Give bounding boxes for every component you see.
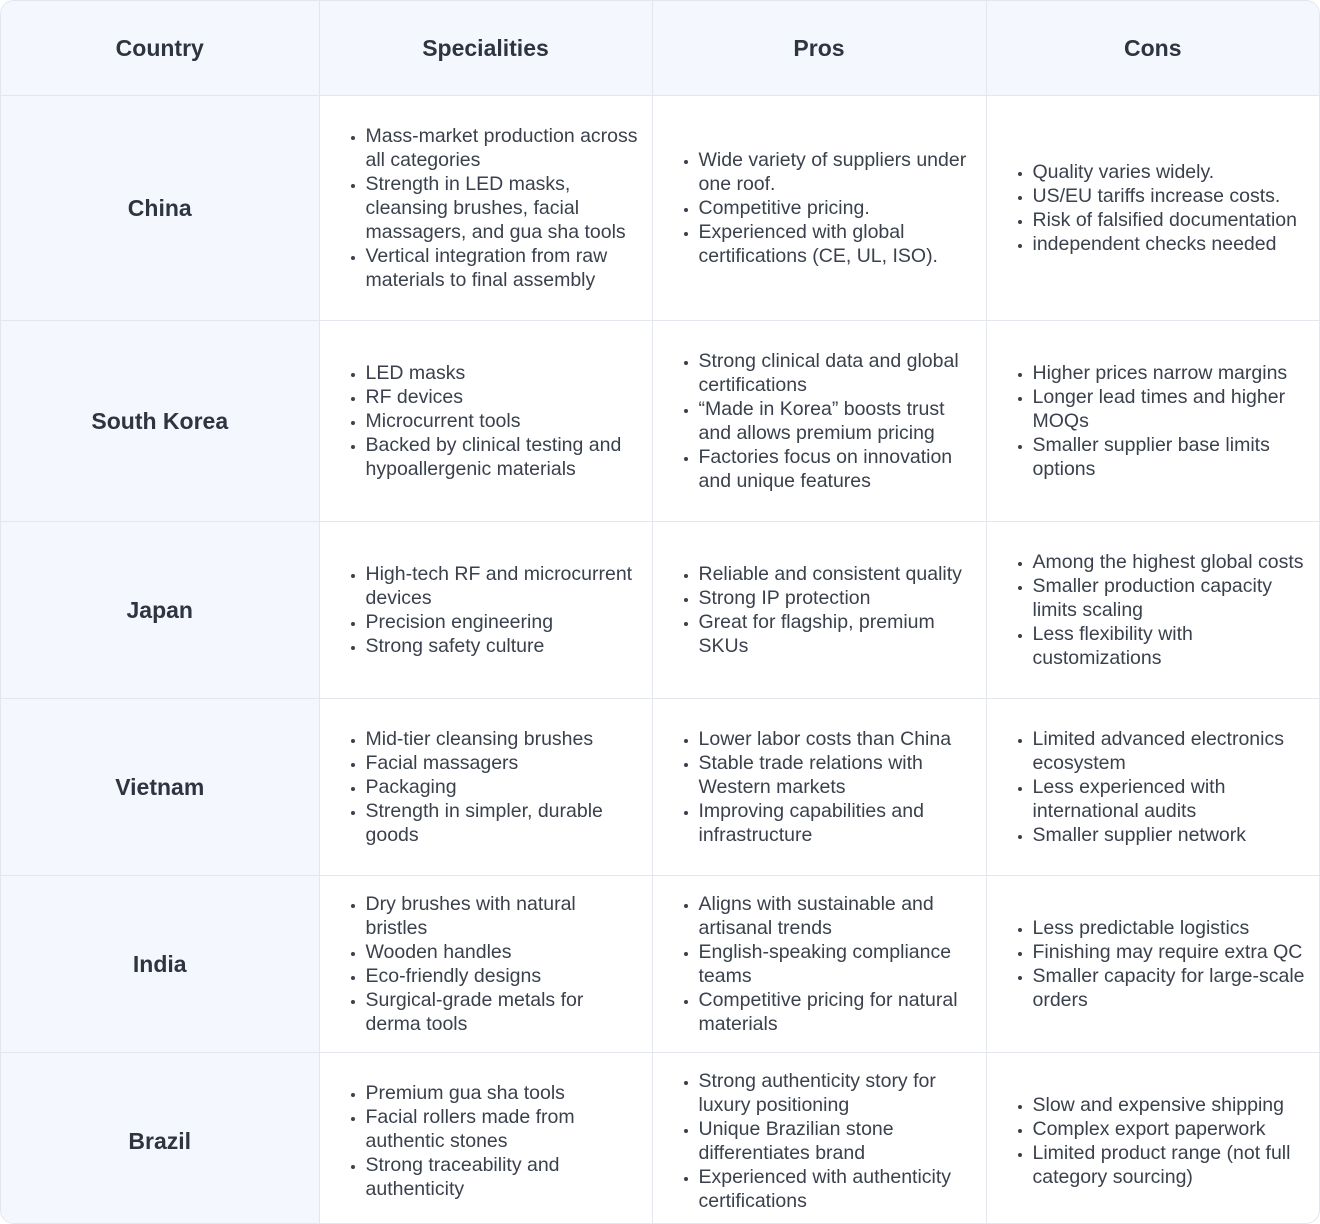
country-cell: South Korea — [1, 321, 319, 522]
list-item: • Strong clinical data and global certifications — [699, 349, 976, 397]
country-cell: Vietnam — [1, 699, 319, 876]
country-cell: Japan — [1, 522, 319, 699]
list-item: • Wooden handles — [366, 940, 642, 964]
list-item: • English-speaking compliance teams — [699, 940, 976, 988]
list-item: • Quality varies widely. — [1033, 160, 1310, 184]
list-item: • Reliable and consistent quality — [699, 562, 976, 586]
list-item: • Among the highest global costs — [1033, 550, 1310, 574]
cons-cell — [986, 96, 1319, 321]
list-item: • Competitive pricing. — [699, 196, 976, 220]
table-row — [1, 699, 1319, 876]
list-item: • Precision engineering — [366, 610, 642, 634]
list-item: • Unique Brazilian stone differentiates brand — [699, 1117, 976, 1165]
list-item: • Experienced with global certifications (CE, UL, ISO). — [699, 220, 976, 268]
pros-cell — [652, 699, 986, 876]
list-item: • Smaller supplier base limits options — [1033, 433, 1310, 481]
table-row — [1, 876, 1319, 1053]
list-item: • Great for flagship, premium SKUs — [699, 610, 976, 658]
list-item: • Less flexibility with customizations — [1033, 622, 1310, 670]
list-item: • Strong IP protection — [699, 586, 976, 610]
list-item: • Smaller supplier network — [1033, 823, 1310, 847]
header-pros: Pros — [652, 1, 986, 96]
specialities-cell — [319, 522, 652, 699]
specialities-cell — [319, 96, 652, 321]
pros-cell — [652, 876, 986, 1053]
list-item: • Eco-friendly designs — [366, 964, 642, 988]
list-item: • independent checks needed — [1033, 232, 1310, 256]
cons-cell — [986, 522, 1319, 699]
table-row — [1, 321, 1319, 522]
list-item: • Surgical-grade metals for derma tools — [366, 988, 642, 1036]
list-item: • Packaging — [366, 775, 642, 799]
list-item: • Strength in LED masks, cleansing brushes, facial massagers, and gua sha tools — [366, 172, 642, 244]
header-cons: Cons — [986, 1, 1319, 96]
list-item: • Strength in simpler, durable goods — [366, 799, 642, 847]
list-item: • Factories focus on innovation and unique features — [699, 445, 976, 493]
list-item: • Aligns with sustainable and artisanal trends — [699, 892, 976, 940]
list-item: • Microcurrent tools — [366, 409, 642, 433]
list-item: • Wide variety of suppliers under one roof. — [699, 148, 976, 196]
list-item: • Less predictable logistics — [1033, 916, 1310, 940]
list-item: • Strong safety culture — [366, 634, 642, 658]
specialities-cell — [319, 1053, 652, 1224]
list-item: • Limited advanced electronics ecosystem — [1033, 727, 1310, 775]
list-item: • Smaller production capacity limits scaling — [1033, 574, 1310, 622]
specialities-cell — [319, 876, 652, 1053]
list-item: • Risk of falsified documentation — [1033, 208, 1310, 232]
table-row — [1, 522, 1319, 699]
list-item: • Mid-tier cleansing brushes — [366, 727, 642, 751]
list-item: • US/EU tariffs increase costs. — [1033, 184, 1310, 208]
list-item: • Facial rollers made from authentic stones — [366, 1105, 642, 1153]
country-cell: India — [1, 876, 319, 1053]
cons-cell — [986, 699, 1319, 876]
list-item: • Slow and expensive shipping — [1033, 1093, 1310, 1117]
pros-cell — [652, 321, 986, 522]
list-item: • LED masks — [366, 361, 642, 385]
list-item: • Competitive pricing for natural materials — [699, 988, 976, 1036]
list-item: • Strong traceability and authenticity — [366, 1153, 642, 1201]
header-country: Country — [1, 1, 319, 96]
cons-cell — [986, 321, 1319, 522]
list-item: • Stable trade relations with Western markets — [699, 751, 976, 799]
list-item: • Limited product range (not full category sourcing) — [1033, 1141, 1310, 1189]
specialities-cell — [319, 699, 652, 876]
list-item: • Higher prices narrow margins — [1033, 361, 1310, 385]
cons-cell — [986, 1053, 1319, 1224]
header-specialities: Specialities — [319, 1, 652, 96]
list-item: • Complex export paperwork — [1033, 1117, 1310, 1141]
header-row — [1, 1, 1319, 96]
cons-cell — [986, 876, 1319, 1053]
table-row — [1, 1053, 1319, 1224]
list-item: • Less experienced with international audits — [1033, 775, 1310, 823]
list-item: • Smaller capacity for large-scale orders — [1033, 964, 1310, 1012]
country-cell: China — [1, 96, 319, 321]
list-item: • Facial massagers — [366, 751, 642, 775]
list-item: • Vertical integration from raw materials to final assembly — [366, 244, 642, 292]
list-item: • Strong authenticity story for luxury positioning — [699, 1069, 976, 1117]
list-item: • Lower labor costs than China — [699, 727, 976, 751]
country-cell: Brazil — [1, 1053, 319, 1224]
list-item: • Backed by clinical testing and hypoallergenic materials — [366, 433, 642, 481]
table-row — [1, 96, 1319, 321]
list-item: • Longer lead times and higher MOQs — [1033, 385, 1310, 433]
list-item: • Finishing may require extra QC — [1033, 940, 1310, 964]
list-item: • Experienced with authenticity certifications — [699, 1165, 976, 1213]
pros-cell — [652, 1053, 986, 1224]
country-comparison-table — [1, 1, 1319, 1224]
pros-cell — [652, 96, 986, 321]
list-item: • Improving capabilities and infrastructure — [699, 799, 976, 847]
pros-cell — [652, 522, 986, 699]
list-item: • Premium gua sha tools — [366, 1081, 642, 1105]
list-item: • High-tech RF and microcurrent devices — [366, 562, 642, 610]
list-item: • Mass-market production across all categories — [366, 124, 642, 172]
specialities-cell — [319, 321, 652, 522]
list-item: • Dry brushes with natural bristles — [366, 892, 642, 940]
list-item: • RF devices — [366, 385, 642, 409]
list-item: • “Made in Korea” boosts trust and allows premium pricing — [699, 397, 976, 445]
